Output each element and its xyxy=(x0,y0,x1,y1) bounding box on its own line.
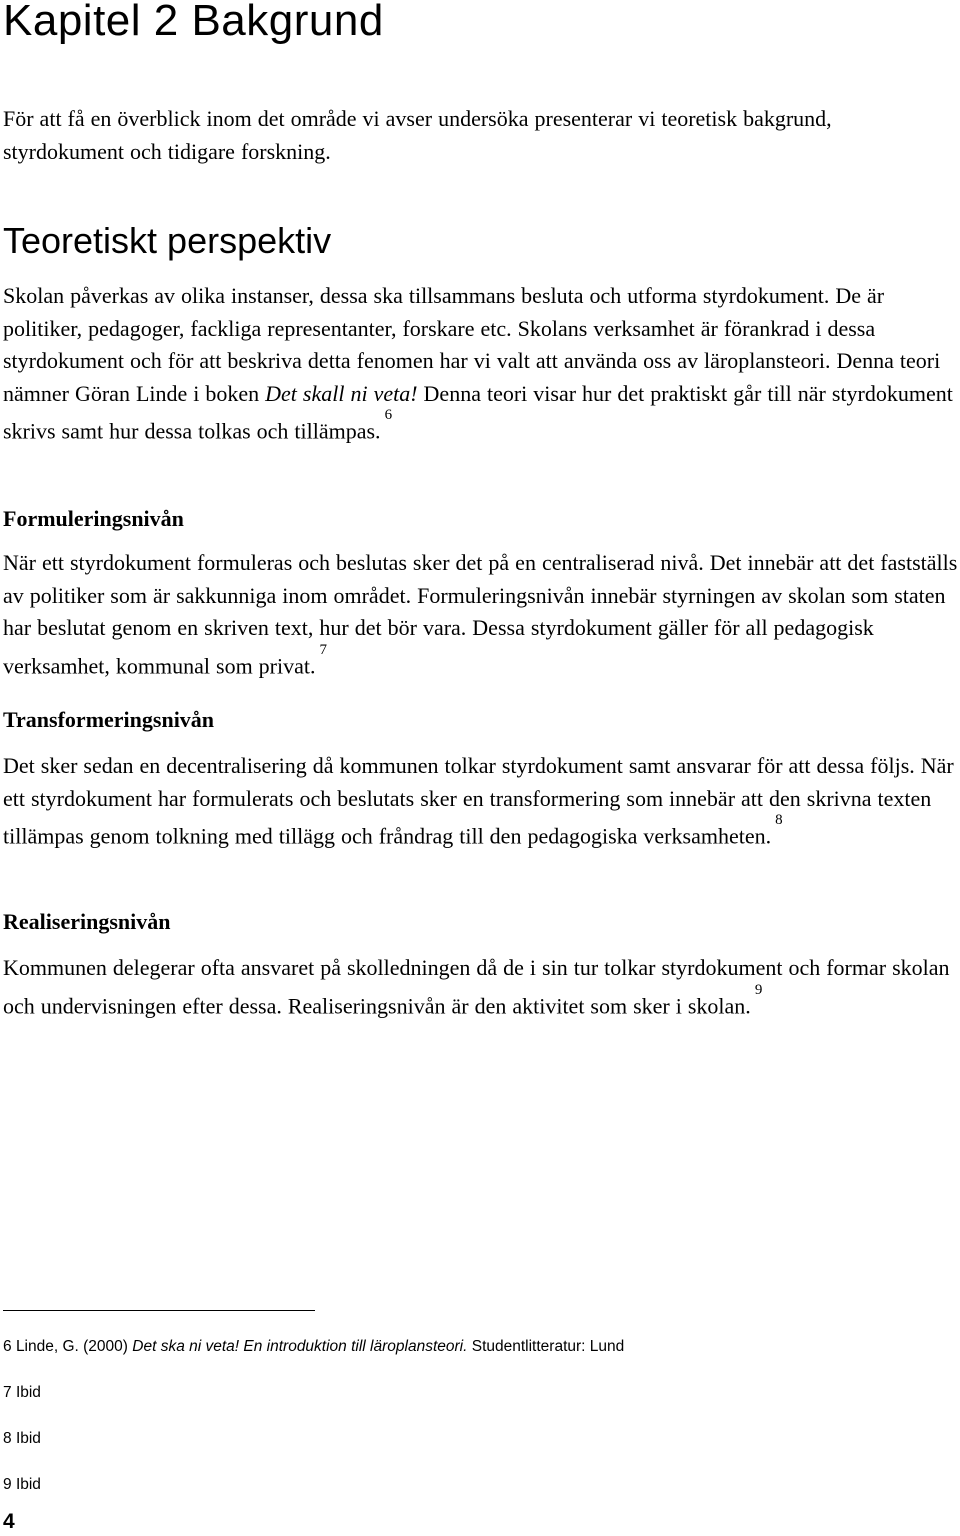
footnote-text: Ibid xyxy=(15,1384,41,1401)
footnote-8 xyxy=(3,1428,41,1450)
footnote-7 xyxy=(3,1382,41,1404)
footnote-divider xyxy=(3,1310,315,1311)
footnote-text: Ibid xyxy=(15,1430,41,1447)
transformering-paragraph xyxy=(3,750,958,853)
subheading-formulering: Formuleringsnivån xyxy=(3,506,184,531)
book-title: Det skall ni veta! xyxy=(265,380,418,406)
realisering-paragraph xyxy=(3,952,958,1022)
footnote-9 xyxy=(3,1474,41,1496)
footnote-6 xyxy=(3,1336,624,1358)
footnote-number: 9 xyxy=(3,1476,12,1493)
footnote-ref-8: 8 xyxy=(775,812,783,828)
subheading-realisering: Realiseringsnivån xyxy=(3,909,171,934)
footnote-number: 7 xyxy=(3,1384,12,1401)
footnote-number: 6 xyxy=(3,1338,12,1355)
section-title-theory: Teoretiskt perspektiv xyxy=(3,220,332,261)
realisering-text: Kommunen delegerar ofta ansvaret på skolledningen då de i sin tur tolkar styrdokument och formar skolan och undervisningen efter dessa. Realiseringsnivån är den aktivitet som sker i skolan. xyxy=(3,955,950,1018)
footnote-number: 8 xyxy=(3,1430,12,1447)
intro-paragraph: För att få en överblick inom det område vi avser undersöka presenterar vi teoretisk bakgrund, styrdokument och tidigare forskning. xyxy=(3,106,832,164)
footnote-book-title: Det ska ni veta! En introduktion till läroplansteori. xyxy=(132,1338,468,1355)
footnote-ref-9: 9 xyxy=(754,981,763,998)
theory-text-part1: Skolan påverkas av olika instanser, dessa ska tillsammans besluta och utforma styrdokument. De är politiker, pedagoger, fackliga representanter, forskare etc. Skolans verksamhet är förankrad i dessa styrdokument och för att beskriva detta fenomen har vi valt att använda oss av läroplansteori. Denna teori nämner Göran Linde i boken xyxy=(3,283,941,406)
page-number: 4 xyxy=(3,1510,15,1533)
theory-text-part2: Denna teori visar hur det praktiskt går till när styrdokument skrivs samt hur dessa tolkas och tillämpas. xyxy=(3,380,953,444)
footnote-citation: Linde, G. (2000) xyxy=(15,1338,133,1355)
chapter-title: Kapitel 2 Bakgrund xyxy=(3,0,384,45)
subheading-transformering: Transformeringsnivån xyxy=(3,707,215,732)
footnote-publisher: Studentlitteratur: Lund xyxy=(467,1338,625,1355)
footnote-ref-7: 7 xyxy=(319,641,327,658)
formulering-text: När ett styrdokument formuleras och beslutas sker det på en centraliserad nivå. Det innebär att det fastställs av politiker som är sakkunniga inom området. Formuleringsnivån innebär styrningen av skolan som staten har beslutat genom en skriven text, hur det bör vara. Dessa styrdokument gäller för all pedagogisk verksamhet, kommunal som privat. xyxy=(3,550,958,678)
formulering-paragraph xyxy=(3,547,958,682)
transformering-text: Det sker sedan en decentralisering då kommunen tolkar styrdokument samt ansvarar för att dessa följs. När ett styrdokument har formulerats och beslutats sker en transformering som innebär att den skrivna texten tillämpas genom tolkning med tillägg och fråndrag till den pedagogiska verksamheten. xyxy=(3,753,954,849)
footnote-text: Ibid xyxy=(15,1476,41,1493)
theory-paragraph xyxy=(3,280,958,448)
footnote-ref-6: 6 xyxy=(384,407,393,423)
